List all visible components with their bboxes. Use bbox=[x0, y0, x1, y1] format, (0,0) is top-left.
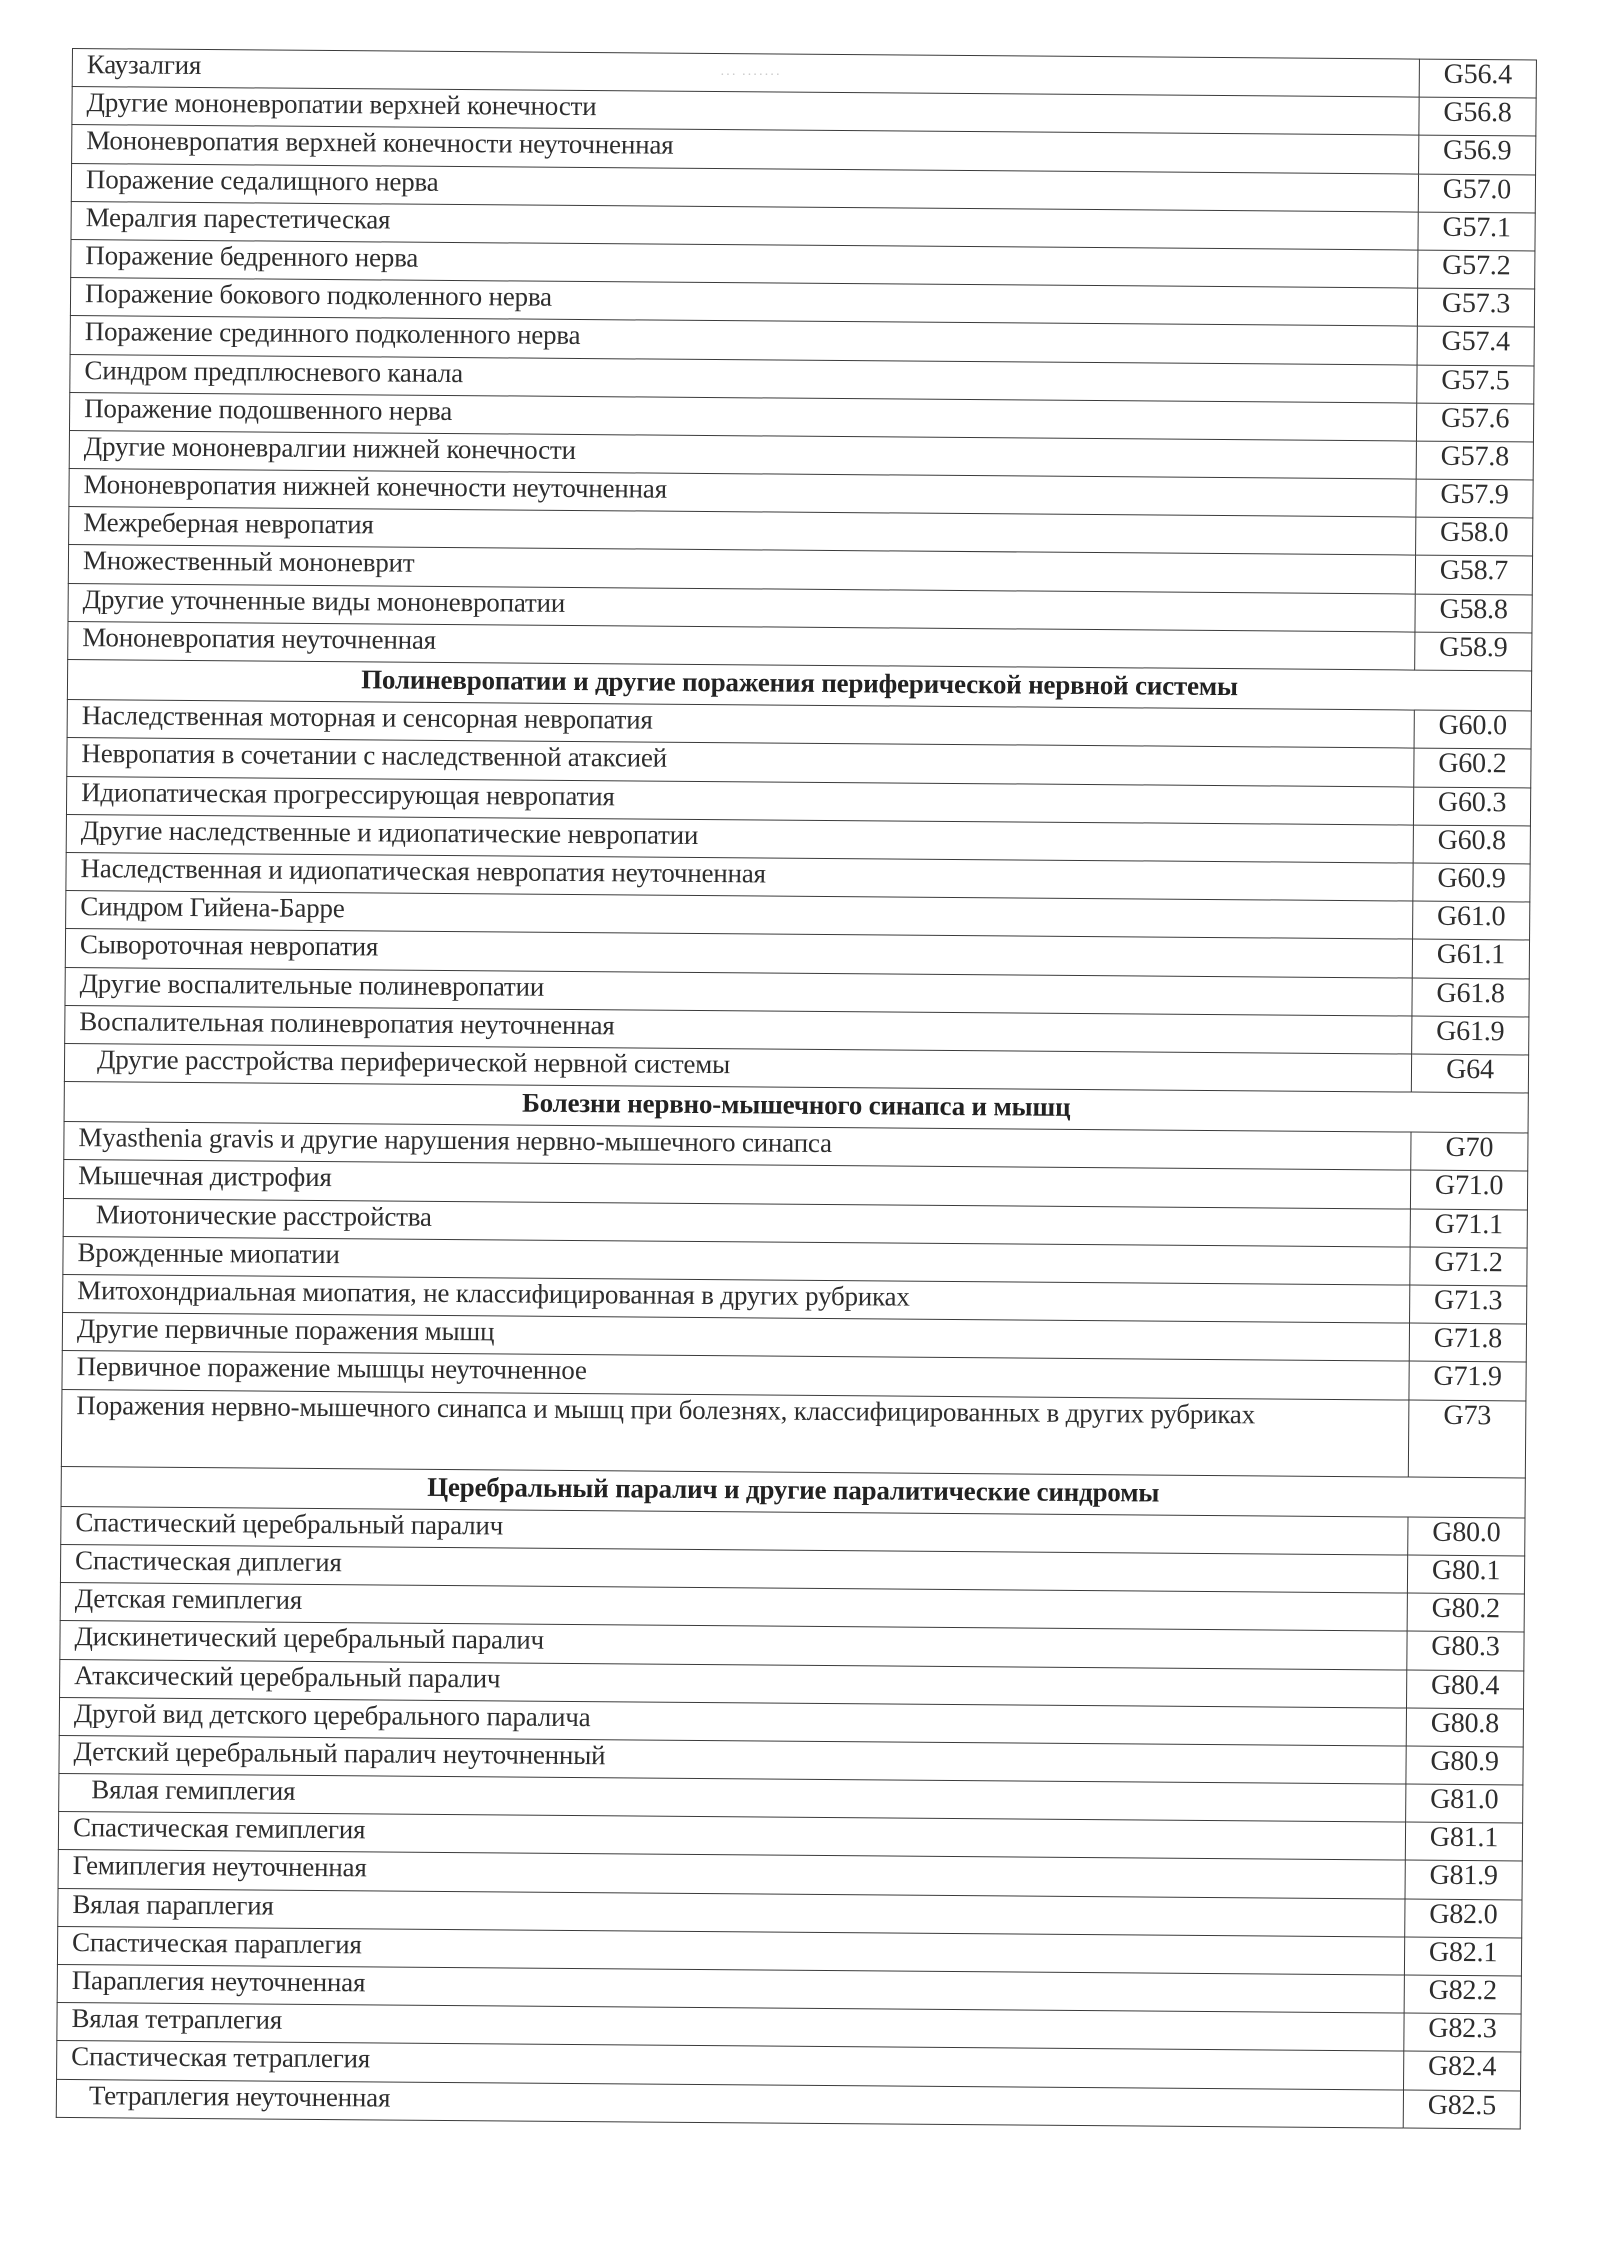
diagnosis-name: Дискинетический церебральный паралич bbox=[60, 1621, 1407, 1670]
diagnosis-name: Другие наследственные и идиопатические невропатии bbox=[66, 814, 1413, 863]
diagnosis-name: Мононевропатия верхней конечности неуточненная bbox=[72, 125, 1419, 174]
icd-code: G58.0 bbox=[1416, 517, 1533, 556]
icd-code: G82.0 bbox=[1405, 1899, 1522, 1938]
icd-code: G60.0 bbox=[1414, 710, 1531, 749]
diagnosis-name: Каузалгия bbox=[72, 49, 1419, 98]
icd-code: G70 bbox=[1411, 1132, 1528, 1171]
icd-code: G58.8 bbox=[1415, 594, 1532, 633]
icd-code: G56.4 bbox=[1419, 59, 1536, 98]
diagnosis-name: Синдром Гийена-Барре bbox=[66, 891, 1413, 940]
icd-table-body bbox=[56, 49, 1536, 2129]
diagnosis-name: Гемиплегия неуточненная bbox=[58, 1850, 1405, 1899]
diagnosis-name: Другие первичные поражения мышц bbox=[62, 1313, 1409, 1362]
diagnosis-name: Спастический церебральный паралич bbox=[61, 1506, 1408, 1555]
icd-code: G57.9 bbox=[1416, 479, 1533, 518]
diagnosis-name: Мышечная дистрофия bbox=[63, 1160, 1410, 1209]
diagnosis-name: Поражение седалищного нерва bbox=[71, 163, 1418, 212]
icd-code: G82.2 bbox=[1404, 1975, 1521, 2014]
icd-code: G80.9 bbox=[1406, 1746, 1523, 1785]
diagnosis-name: Другие мононевралгии нижней конечности bbox=[69, 430, 1416, 479]
diagnosis-name: Поражение бокового подколенного нерва bbox=[70, 278, 1417, 327]
icd-code: G71.3 bbox=[1410, 1285, 1527, 1324]
icd-code: G60.3 bbox=[1413, 787, 1530, 826]
diagnosis-name: Миотонические расстройства bbox=[63, 1198, 1410, 1247]
icd-code: G81.9 bbox=[1405, 1860, 1522, 1899]
section-title: Болезни нервно-мышечного синапса и мышц bbox=[64, 1082, 1528, 1134]
diagnosis-name: Вялая параплегия bbox=[58, 1888, 1405, 1937]
diagnosis-name: Межреберная невропатия bbox=[69, 507, 1416, 556]
icd-code: G80.8 bbox=[1406, 1708, 1523, 1747]
diagnosis-name: Другие уточненные виды мононевропатии bbox=[68, 583, 1415, 632]
diagnosis-name: Параплегия неуточненная bbox=[57, 1964, 1404, 2013]
diagnosis-name: Вялая тетраплегия bbox=[57, 2003, 1404, 2052]
diagnosis-name: Myasthenia gravis и другие нарушения нервно-мышечного синапса bbox=[64, 1122, 1411, 1171]
icd-code: G82.1 bbox=[1404, 1937, 1521, 1976]
icd-code: G64 bbox=[1411, 1054, 1528, 1093]
icd-code: G82.5 bbox=[1403, 2090, 1520, 2129]
icd-code: G73 bbox=[1408, 1400, 1526, 1478]
icd-code: G61.9 bbox=[1412, 1016, 1529, 1055]
diagnosis-name: Наследственная и идиопатическая невропатия неуточненная bbox=[66, 852, 1413, 901]
section-title: Полиневропатии и другие поражения периферической нервной системы bbox=[67, 659, 1531, 711]
diagnosis-name: Спастическая диплегия bbox=[60, 1544, 1407, 1593]
icd-code: G82.4 bbox=[1404, 2051, 1521, 2090]
icd-code: G71.2 bbox=[1410, 1247, 1527, 1286]
diagnosis-name: Митохондриальная миопатия, не классифицированная в других рубриках bbox=[63, 1274, 1410, 1323]
diagnosis-name: Мералгия парестетическая bbox=[71, 201, 1418, 250]
icd-code: G57.2 bbox=[1418, 250, 1535, 289]
icd-code: G71.9 bbox=[1409, 1361, 1526, 1400]
icd-code: G71.0 bbox=[1410, 1170, 1527, 1209]
diagnosis-name: Воспалительная полиневропатия неуточненная bbox=[65, 1005, 1412, 1054]
diagnosis-name: Другие воспалительные полиневропатии bbox=[65, 967, 1412, 1016]
diagnosis-name: Тетраплегия неуточненная bbox=[56, 2079, 1403, 2128]
icd-code: G57.5 bbox=[1417, 365, 1534, 404]
diagnosis-name: Идиопатическая прогрессирующая невропатия bbox=[66, 776, 1413, 825]
icd-code: G80.1 bbox=[1407, 1555, 1524, 1594]
diagnosis-name: Атаксический церебральный паралич bbox=[60, 1659, 1407, 1708]
diagnosis-name: Сывороточная невропатия bbox=[65, 929, 1412, 978]
icd-code: G57.4 bbox=[1417, 326, 1534, 365]
diagnosis-name: Вялая гемиплегия bbox=[59, 1774, 1406, 1823]
icd-code: G58.7 bbox=[1415, 556, 1532, 595]
diagnosis-name: Другие мононевропатии верхней конечности bbox=[72, 87, 1419, 136]
icd-code: G82.3 bbox=[1404, 2013, 1521, 2052]
icd-code: G61.8 bbox=[1412, 978, 1529, 1017]
diagnosis-name: Первичное поражение мышцы неуточненное bbox=[62, 1351, 1409, 1400]
diagnosis-name: Синдром предплюсневого канала bbox=[70, 354, 1417, 403]
diagnosis-name: Мононевропатия неуточненная bbox=[68, 621, 1415, 670]
diagnosis-name: Поражение подошвенного нерва bbox=[69, 392, 1416, 441]
icd-code: G57.3 bbox=[1417, 288, 1534, 327]
icd-code: G56.9 bbox=[1419, 135, 1536, 174]
table-row bbox=[61, 1389, 1526, 1477]
diagnosis-name: Другой вид детского церебрального паралича bbox=[59, 1697, 1406, 1746]
section-title: Церебральный паралич и другие паралитические синдромы bbox=[61, 1466, 1525, 1518]
icd-code: G56.8 bbox=[1419, 97, 1536, 136]
diagnosis-name: Поражение срединного подколенного нерва bbox=[70, 316, 1417, 365]
diagnosis-name: Поражения нервно-мышечного синапса и мышц при болезнях, классифицированных в других рубриках bbox=[61, 1389, 1409, 1477]
diagnosis-name: Невропатия в сочетании с наследственной атаксией bbox=[67, 738, 1414, 787]
diagnosis-name: Спастическая параплегия bbox=[57, 1926, 1404, 1975]
diagnosis-name: Поражение бедренного нерва bbox=[71, 239, 1418, 288]
diagnosis-name: Наследственная моторная и сенсорная невропатия bbox=[67, 700, 1414, 749]
faint-stamp-text: ··· ······· bbox=[720, 68, 782, 83]
icd-code: G80.3 bbox=[1407, 1631, 1524, 1670]
icd-code-table bbox=[56, 48, 1537, 2129]
icd-code: G60.9 bbox=[1413, 863, 1530, 902]
icd-code: G61.1 bbox=[1412, 939, 1529, 978]
diagnosis-name: Мононевропатия нижней конечности неуточненная bbox=[69, 469, 1416, 518]
icd-code: G60.8 bbox=[1413, 825, 1530, 864]
icd-code: G71.1 bbox=[1410, 1209, 1527, 1248]
icd-code: G81.1 bbox=[1405, 1822, 1522, 1861]
icd-code: G57.8 bbox=[1416, 441, 1533, 480]
icd-code: G81.0 bbox=[1406, 1784, 1523, 1823]
icd-code: G80.2 bbox=[1407, 1593, 1524, 1632]
diagnosis-name: Спастическая гемиплегия bbox=[58, 1812, 1405, 1861]
icd-code: G80.4 bbox=[1407, 1670, 1524, 1709]
icd-code: G60.2 bbox=[1414, 748, 1531, 787]
icd-code: G58.9 bbox=[1415, 632, 1532, 671]
icd-code: G71.8 bbox=[1409, 1323, 1526, 1362]
diagnosis-name: Множественный мононеврит bbox=[68, 545, 1415, 594]
icd-code: G61.0 bbox=[1413, 901, 1530, 940]
diagnosis-name: Спастическая тетраплегия bbox=[57, 2041, 1404, 2090]
diagnosis-name: Детская гемиплегия bbox=[60, 1583, 1407, 1632]
diagnosis-name: Врожденные миопатии bbox=[63, 1236, 1410, 1285]
icd-code: G57.0 bbox=[1418, 174, 1535, 213]
diagnosis-name: Детский церебральный паралич неуточненный bbox=[59, 1735, 1406, 1784]
icd-code: G57.1 bbox=[1418, 212, 1535, 251]
icd-code: G80.0 bbox=[1408, 1517, 1525, 1556]
diagnosis-name: Другие расстройства периферической нервной системы bbox=[64, 1043, 1411, 1092]
icd-code: G57.6 bbox=[1416, 403, 1533, 442]
